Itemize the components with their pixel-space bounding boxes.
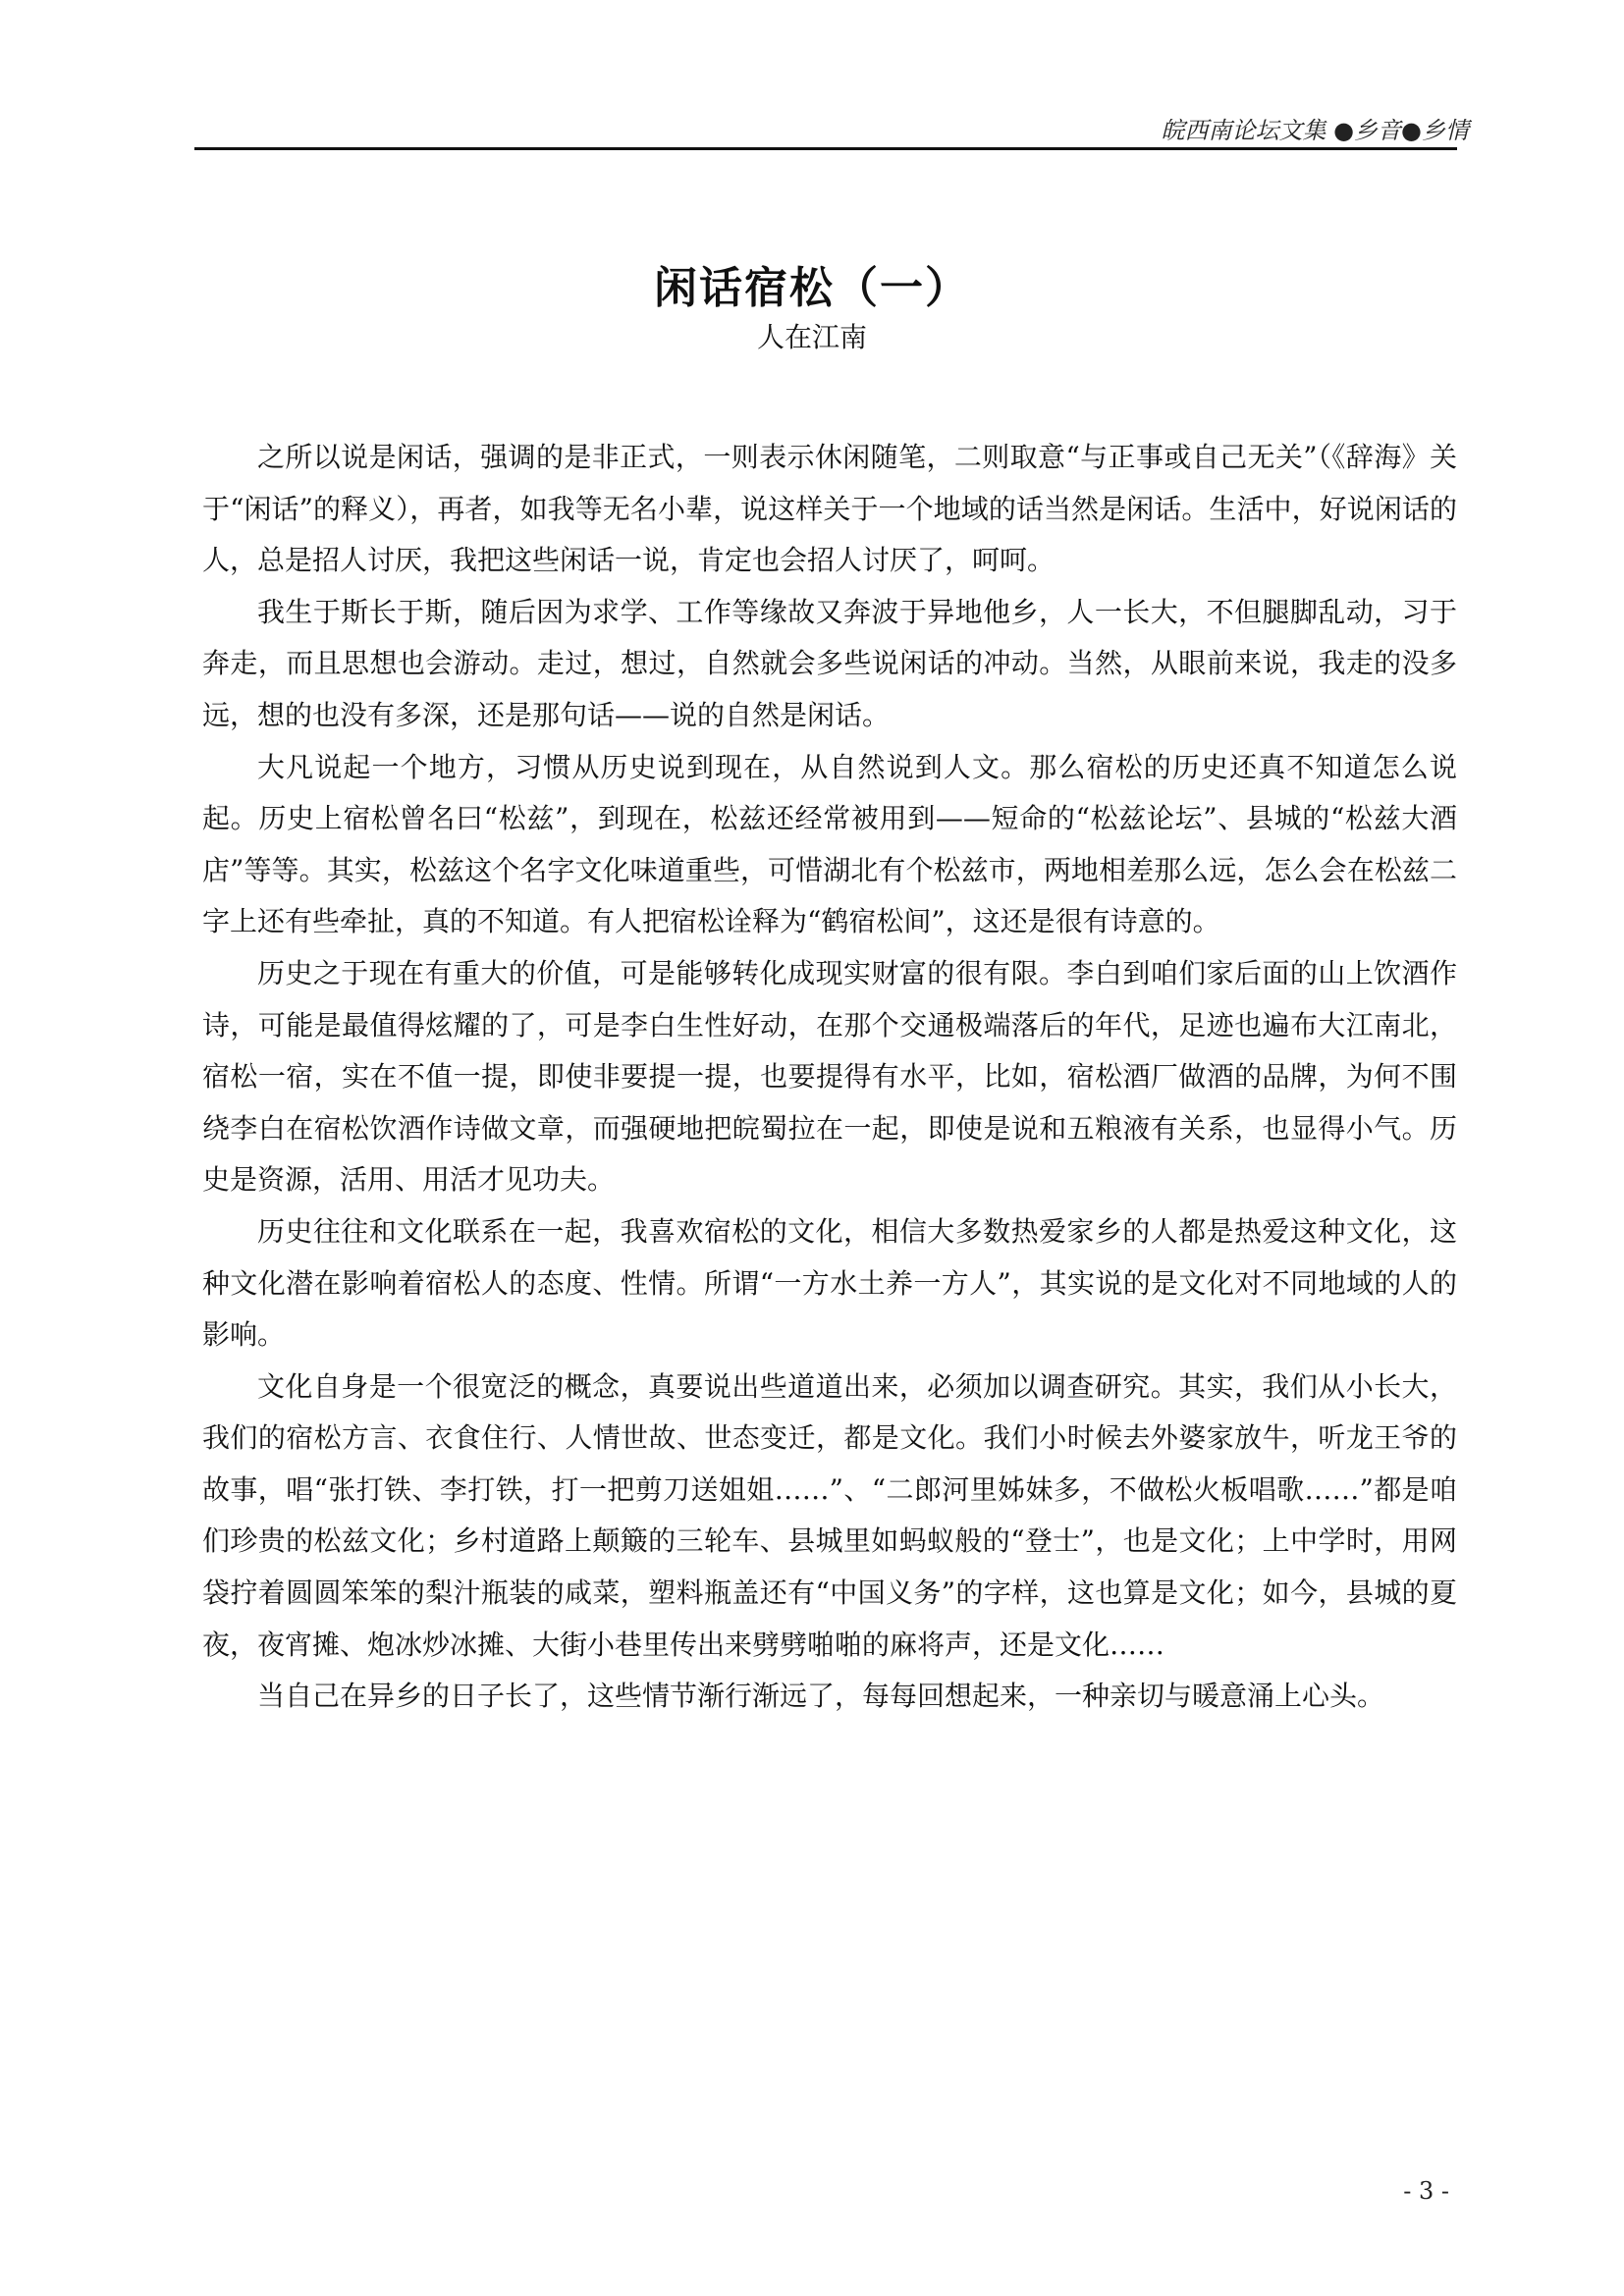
article-author: 人在江南 [756, 321, 867, 353]
header-divider [194, 147, 1457, 150]
paragraph-4: 历史之于现在有重大的价值，可是能够转化成现实财富的很有限。李白到咱们家后面的山上饮酒作诗，可能是最值得炫耀的了，可是李白生性好动，在那个交通极端落后的年代，足迹也遍布大江南北，宿松一宿，实在不值一提，即使非要提一提，也要提得有水平，比如，宿松酒厂做酒的品牌，为何不围绕李白在宿松饮酒作诗做文章，而强硬地把皖蜀拉在一起，即使是说和五粮液有关系，也显得小气。历史是资源，活用、用活才见功夫。 [202, 956, 1457, 1197]
paragraph-6: 文化自身是一个很宽泛的概念，真要说出些道道出来，必须加以调查研究。其实，我们从小长大，我们的宿松方言、衣食住行、人情世故、世态变迁，都是文化。我们小时候去外婆家放牛，听龙王爷的故事，唱“张打铁、李打铁，打一把剪刀送姐姐……”、“二郎河里姊妹多，不做松火板唱歌……”都是咱们珍贵的松兹文化；乡村道路上颠簸的三轮车、县城里如蚂蚁般的“登士”，也是文化；上中学时，用网袋拧着圆圆笨笨的梨汁瓶装的咸菜，塑料瓶盖还有“中国义务”的字样，这也算是文化；如今，县城的夏夜，夜宵摊、炮冰炒冰摊、大街小巷里传出来劈劈啪啪的麻将声，还是文化…… [202, 1369, 1457, 1661]
running-header-title: 皖西南论坛文集 ●乡音●乡情 [1161, 117, 1469, 144]
paragraph-3: 大凡说起一个地方，习惯从历史说到现在，从自然说到人文。那么宿松的历史还真不知道怎么说起。历史上宿松曾名曰“松兹”，到现在，松兹还经常被用到——短命的“松兹论坛”、县城的“松兹大酒店”等等。其实，松兹这个名字文化味道重些，可惜湖北有个松兹市，两地相差那么远，怎么会在松兹二字上还有些牵扯，真的不知道。有人把宿松诠释为“鹤宿松间”，这还是很有诗意的。 [202, 750, 1457, 938]
article-title: 闲话宿松（一） [654, 263, 970, 314]
paragraph-1: 之所以说是闲话，强调的是非正式，一则表示休闲随笔，二则取意“与正事或自己无关”（《辞海》关于“闲话”的释义），再者，如我等无名小辈，说这样关于一个地域的话当然是闲话。生活中，好说闲话的人，总是招人讨厌，我把这些闲话一说，肯定也会招人讨厌了，呵呵。 [202, 441, 1457, 577]
paragraph-5: 历史往往和文化联系在一起，我喜欢宿松的文化，相信大多数热爱家乡的人都是热爱这种文化，这种文化潜在影响着宿松人的态度、性情。所谓“一方水土养一方人”，其实说的是文化对不同地域的人的影响。 [202, 1214, 1457, 1352]
paragraph-7: 当自己在异乡的日子长了，这些情节渐行渐远了，每每回想起来，一种亲切与暖意涌上心头。 [257, 1680, 1385, 1713]
page-number: - 3 - [1403, 2177, 1449, 2205]
paragraph-2: 我生于斯长于斯，随后因为求学、工作等缘故又奔波于异地他乡，人一长大，不但腿脚乱动，习于奔走，而且思想也会游动。走过，想过，自然就会多些说闲话的冲动。当然，从眼前来说，我走的没多远，想的也没有多深，还是那句话——说的自然是闲话。 [202, 595, 1457, 731]
article-body [202, 432, 1457, 1723]
